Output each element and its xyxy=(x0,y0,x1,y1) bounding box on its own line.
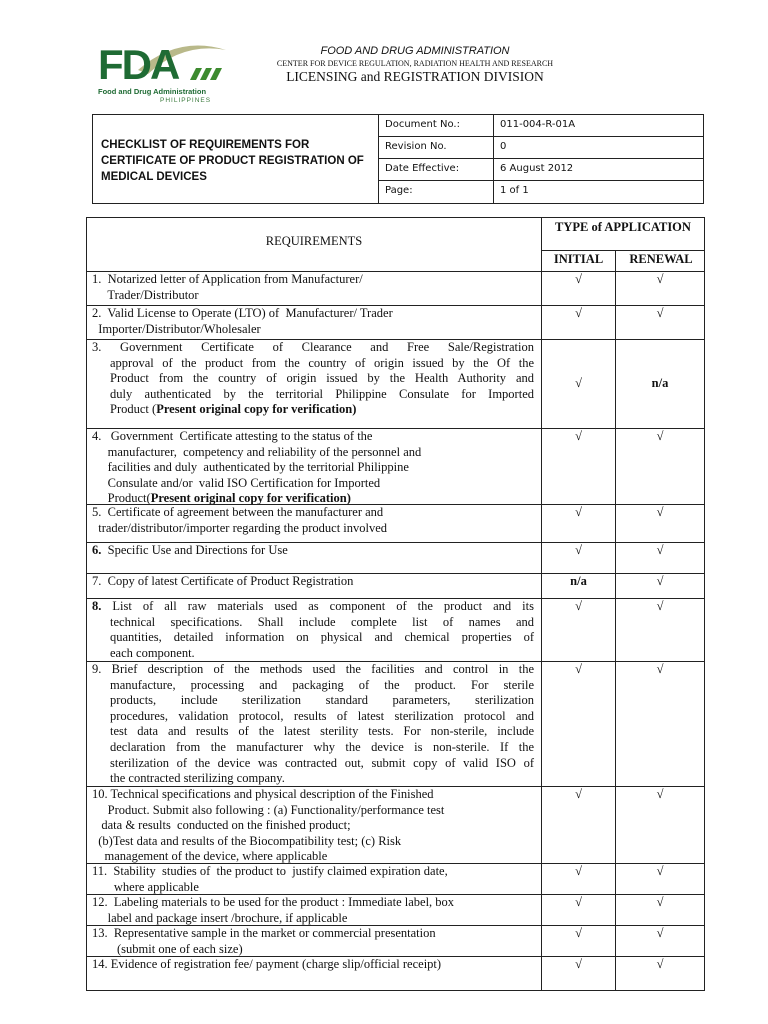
requirement-line xyxy=(92,340,534,356)
requirement-line xyxy=(92,709,534,725)
text: facilities and duly authenticated by the territorial Philippine xyxy=(92,460,409,475)
text: 9. Brief description of the methods used the facilities and control in the xyxy=(92,662,534,676)
requirement-text xyxy=(92,505,534,536)
requirement-line xyxy=(92,429,534,445)
requirement-text xyxy=(92,599,534,661)
renewal-checkmark: √ xyxy=(656,599,664,613)
requirement-line xyxy=(92,724,534,740)
renewal-checkmark: √ xyxy=(656,864,664,878)
logo-country: PHILIPPINES xyxy=(160,97,212,104)
requirement-text xyxy=(92,272,534,303)
initial-checkmark: √ xyxy=(575,543,582,557)
renewal-checkmark: √ xyxy=(656,926,664,940)
renewal-checkmark: √ xyxy=(656,429,664,443)
table-row xyxy=(87,925,704,956)
requirement-line xyxy=(92,356,534,372)
text: Product. Submit also following : (a) Functionality/performance test xyxy=(92,802,445,817)
meta-label: Document No.: xyxy=(378,115,494,136)
text: 4. Government Certificate attesting to the status of the xyxy=(92,429,373,443)
requirement-line xyxy=(92,476,534,492)
center-name: CENTER FOR DEVICE REGULATION, RADIATION HEALTH AND RESEARCH xyxy=(276,59,554,68)
requirement-line xyxy=(92,505,534,521)
text: Specific Use and Directions for Use xyxy=(101,543,288,557)
table-row xyxy=(87,863,704,894)
requirement-line xyxy=(92,678,534,694)
requirement-line xyxy=(92,740,534,756)
requirement-line xyxy=(92,402,534,418)
table-row xyxy=(87,504,704,542)
requirement-text xyxy=(92,574,534,590)
bold-text: Present original copy for verification) xyxy=(150,491,351,506)
requirement-line xyxy=(92,818,534,834)
fda-logo xyxy=(98,41,228,104)
table-row xyxy=(87,428,704,504)
text: label and package insert /brochure, if applicable xyxy=(92,910,348,925)
initial-checkmark: √ xyxy=(575,926,582,940)
meta-row xyxy=(378,115,703,137)
text: quantities, detailed information on physical and chemical properties of xyxy=(110,630,534,645)
initial-checkmark: √ xyxy=(575,272,582,286)
requirement-line xyxy=(92,387,534,403)
requirement-line xyxy=(92,693,534,709)
text: Importer/Distributor/Wholesaler xyxy=(92,321,261,336)
division-name: LICENSING and REGISTRATION DIVISION xyxy=(286,69,544,84)
renewal-checkmark: √ xyxy=(656,574,664,588)
meta-label: Page: xyxy=(378,181,494,203)
requirement-line xyxy=(92,662,534,678)
text: (b)Test data and results of the Biocompatibility test; (c) Risk xyxy=(92,833,402,848)
text: Product ( xyxy=(110,402,157,417)
header-renewal: RENEWAL xyxy=(629,252,693,266)
requirement-line xyxy=(92,834,534,850)
text: 3. Government Certificate of Clearance and Free Sale/Registration xyxy=(92,340,534,354)
text: Trader/Distributor xyxy=(92,287,199,302)
renewal-checkmark: √ xyxy=(656,306,664,320)
requirement-line xyxy=(92,926,534,942)
meta-value: 1 of 1 xyxy=(500,185,529,196)
requirement-line xyxy=(92,288,534,304)
text: manufacture, processing and packaging of the product. For sterile xyxy=(110,677,534,692)
table-row xyxy=(87,305,704,339)
table-row xyxy=(87,573,704,598)
requirement-line xyxy=(92,864,534,880)
renewal-checkmark: √ xyxy=(656,662,664,676)
document-info-box xyxy=(92,114,704,204)
text: 2. Valid License to Operate (LTO) of Manufacturer/ Trader xyxy=(92,306,393,320)
renewal-checkmark: √ xyxy=(656,543,664,557)
bold-text: 6. xyxy=(92,543,102,557)
text: 14. Evidence of registration fee/ payment (charge slip/official receipt) xyxy=(92,957,442,971)
initial-not-applicable: n/a xyxy=(570,574,587,588)
meta-row xyxy=(378,159,703,181)
text: declaration from the manufacturer why the device is non-sterile. If the xyxy=(110,739,534,754)
text: Product( xyxy=(92,491,151,506)
renewal-checkmark: √ xyxy=(656,787,664,801)
meta-row xyxy=(378,181,703,203)
table-row xyxy=(87,786,704,863)
text: management of the device, where applicable xyxy=(92,849,328,864)
text: 7. Copy of latest Certificate of Product Registration xyxy=(92,574,354,588)
initial-checkmark: √ xyxy=(575,376,582,390)
requirement-text xyxy=(92,957,534,973)
table-row xyxy=(87,598,704,661)
renewal-checkmark: √ xyxy=(656,505,664,519)
header-type-of-application: TYPE of APPLICATION xyxy=(555,220,691,234)
renewal-checkmark: √ xyxy=(656,272,664,286)
header-initial: INITIAL xyxy=(553,252,604,266)
text: 1. Notarized letter of Application from Manufacturer/ xyxy=(92,272,363,286)
table-row xyxy=(87,956,704,991)
text: 10. Technical specifications and physical description of the Finished xyxy=(92,787,434,801)
text: 11. Stability studies of the product to justify claimed expiration date, xyxy=(92,864,448,878)
requirement-text xyxy=(92,543,534,559)
text: the contracted sterilizing company. xyxy=(110,771,285,786)
requirement-line xyxy=(92,574,534,590)
requirement-line xyxy=(92,942,534,958)
requirement-text xyxy=(92,662,534,787)
requirement-line xyxy=(92,771,534,787)
requirement-line xyxy=(92,630,534,646)
requirement-text xyxy=(92,306,534,337)
row-divider xyxy=(542,250,704,251)
requirement-text xyxy=(92,340,534,418)
meta-value: 0 xyxy=(500,141,507,152)
text: manufacturer, competency and reliability of the personnel and xyxy=(92,444,422,459)
initial-checkmark: √ xyxy=(575,895,582,909)
initial-checkmark: √ xyxy=(575,429,582,443)
agency-name: FOOD AND DRUG ADMINISTRATION xyxy=(320,45,510,57)
requirements-table xyxy=(86,217,705,991)
table-row xyxy=(87,542,704,573)
text: Consulate and/or valid ISO Certification for Imported xyxy=(92,475,381,490)
text: procedures, validation protocol, results of latest sterilization protocol and xyxy=(110,708,534,723)
header-requirements: REQUIREMENTS xyxy=(265,234,363,248)
renewal-not-applicable: n/a xyxy=(651,376,669,390)
renewal-checkmark: √ xyxy=(656,895,664,909)
text: (submit one of each size) xyxy=(92,941,243,956)
requirement-text xyxy=(92,926,534,957)
initial-checkmark: √ xyxy=(575,662,582,676)
requirement-text xyxy=(92,429,534,507)
meta-label: Revision No. xyxy=(378,137,494,158)
initial-checkmark: √ xyxy=(575,864,582,878)
table-row xyxy=(87,271,704,305)
initial-checkmark: √ xyxy=(575,787,582,801)
requirement-line xyxy=(92,521,534,537)
requirement-line xyxy=(92,787,534,803)
requirement-line xyxy=(92,272,534,288)
text: sterilization of the device was contracted out, submit copy of valid ISO of xyxy=(110,755,534,770)
requirement-line xyxy=(92,957,534,973)
requirement-text xyxy=(92,895,534,926)
text: technical specifications. Shall include complete list of names and xyxy=(110,614,534,629)
text: duly authenticated by the territorial Philippine Consulate for Imported xyxy=(110,386,534,401)
bold-text: Present original copy for verification) xyxy=(156,402,357,417)
meta-label: Date Effective: xyxy=(378,159,494,180)
table-row xyxy=(87,661,704,786)
text: trader/distributor/importer regarding the product involved xyxy=(92,520,388,535)
text: 12. Labeling materials to be used for the product : Immediate label, box xyxy=(92,895,455,909)
initial-checkmark: √ xyxy=(575,306,582,320)
requirement-line xyxy=(92,322,534,338)
text: each component. xyxy=(110,645,195,660)
requirement-line xyxy=(92,880,534,896)
text: 13. Representative sample in the market or commercial presentation xyxy=(92,926,436,940)
document-title: CHECKLIST OF REQUIREMENTS FOR CERTIFICATE OF PRODUCT REGISTRATION OF MEDICAL DEVICES xyxy=(101,139,364,183)
requirement-line xyxy=(92,371,534,387)
requirement-line xyxy=(92,306,534,322)
table-row xyxy=(87,339,704,428)
document-meta xyxy=(378,115,703,203)
text: approval of the product from the country of origin issued by the Of the xyxy=(110,355,534,370)
requirement-line xyxy=(92,460,534,476)
requirement-line xyxy=(92,615,534,631)
text: test data and results of the latest sterility tests. For non-sterile, include xyxy=(110,724,534,739)
requirement-line xyxy=(92,756,534,772)
requirement-line xyxy=(92,803,534,819)
text: where applicable xyxy=(92,879,199,894)
requirement-line xyxy=(92,646,534,662)
initial-checkmark: √ xyxy=(575,505,582,519)
text: data & results conducted on the finished product; xyxy=(92,818,351,833)
meta-value: 011-004-R-01A xyxy=(500,119,576,130)
renewal-checkmark: √ xyxy=(656,957,664,971)
table-row xyxy=(87,894,704,925)
meta-row xyxy=(378,137,703,159)
requirement-line xyxy=(92,599,534,615)
requirement-line xyxy=(92,445,534,461)
requirement-text xyxy=(92,864,534,895)
text: 5. Certificate of agreement between the manufacturer and xyxy=(92,505,384,519)
text: List of all raw materials used as component of the product and its xyxy=(101,599,534,613)
meta-value: 6 August 2012 xyxy=(500,163,574,174)
text: Product from the country of origin issued by the Health Authority and xyxy=(110,371,534,386)
initial-checkmark: √ xyxy=(575,599,582,613)
logo-subtitle: Food and Drug Administration xyxy=(98,87,207,96)
bold-text: 8. xyxy=(92,599,102,613)
requirement-text xyxy=(92,787,534,865)
text: products, include sterilization standard parameters, sterilization xyxy=(110,693,534,708)
requirement-line xyxy=(92,911,534,927)
requirement-line xyxy=(92,543,534,559)
requirement-line xyxy=(92,895,534,911)
logo-text: FDA xyxy=(98,41,179,88)
initial-checkmark: √ xyxy=(575,957,582,971)
